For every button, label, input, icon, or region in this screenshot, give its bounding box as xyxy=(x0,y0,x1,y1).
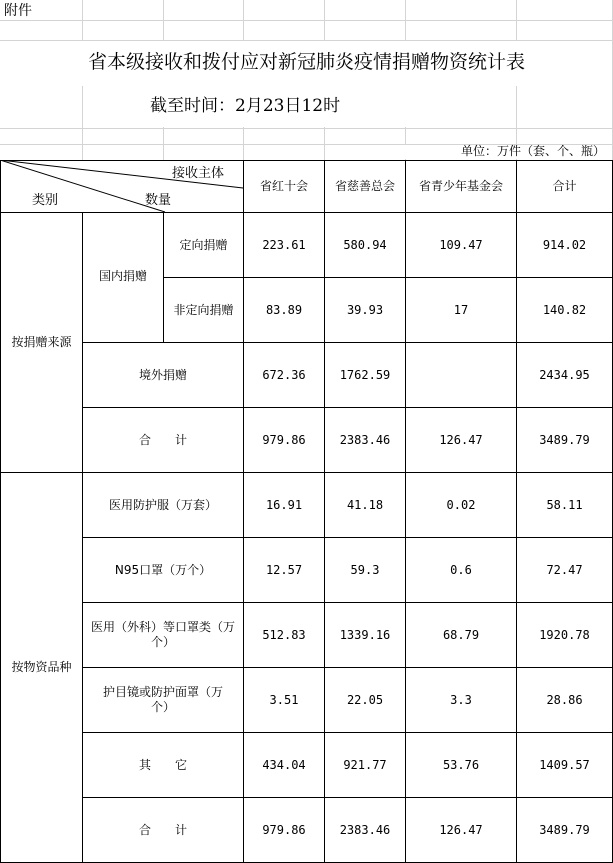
column-header-charity: 省慈善总会 xyxy=(334,179,395,193)
table-cell: 39.93 xyxy=(346,302,384,317)
table-cell: 3489.79 xyxy=(539,432,590,447)
row-label: 护目镜或防护面罩（万个） xyxy=(102,685,223,714)
table-cell: 979.86 xyxy=(262,822,306,837)
row-label: 其 它 xyxy=(138,757,187,772)
table-cell: 1920.78 xyxy=(539,627,590,642)
page-title: 省本级接收和拨付应对新冠肺炎疫情捐赠物资统计表 xyxy=(87,51,525,73)
table-cell: 2434.95 xyxy=(539,367,590,382)
table-cell: 1409.57 xyxy=(539,757,590,772)
table-cell: 3.51 xyxy=(269,692,299,707)
table-cell: 672.36 xyxy=(262,367,306,382)
table-cell: 16.91 xyxy=(265,497,303,512)
attachment-label: 附件 xyxy=(4,3,32,19)
table-cell: 72.47 xyxy=(546,562,583,577)
table-cell xyxy=(406,343,516,407)
group-label-material: 按物资品种 xyxy=(11,660,72,674)
header-quantity-label: 数量 xyxy=(145,193,172,208)
table-cell: 83.89 xyxy=(265,302,303,317)
unit-note: 单位：万件（套、个、瓶） xyxy=(460,144,605,158)
table-cell: 3.3 xyxy=(450,692,472,707)
table-cell: 0.6 xyxy=(450,562,472,577)
table-cell: 580.94 xyxy=(343,237,387,252)
table-cell: 58.11 xyxy=(546,497,583,512)
table-cell: 28.86 xyxy=(546,692,583,707)
table-cell: 126.47 xyxy=(439,432,483,447)
column-header-red-cross: 省红十会 xyxy=(259,179,308,193)
row-label: 境外捐赠 xyxy=(138,367,187,382)
table-cell: 914.02 xyxy=(542,237,587,252)
table-cell: 1339.16 xyxy=(339,627,391,642)
column-header-total: 合计 xyxy=(552,179,577,193)
row-label: 合 计 xyxy=(138,432,187,447)
row-label: 合 计 xyxy=(138,822,187,837)
table-cell: 22.05 xyxy=(346,692,384,707)
row-label: 定向捐赠 xyxy=(179,237,228,252)
table-cell: 921.77 xyxy=(343,757,387,772)
table-cell: 109.47 xyxy=(439,237,483,252)
column-header-youth-fund: 省青少年基金会 xyxy=(418,179,503,193)
row-label: 医用防护服（万套） xyxy=(108,497,217,512)
table-cell: 53.76 xyxy=(442,757,480,772)
row-label: 非定向捐赠 xyxy=(173,302,234,317)
table-cell: 2383.46 xyxy=(339,822,391,837)
row-label: 医用（外科）等口罩类（万个） xyxy=(90,620,235,649)
table-cell: 126.47 xyxy=(439,822,483,837)
table-cell: 140.82 xyxy=(542,302,587,317)
row-label: N95口罩（万个） xyxy=(114,562,212,577)
table-cell: 1762.59 xyxy=(339,367,391,382)
deadline-subtitle: 截至时间：2月23日12时 xyxy=(150,96,341,116)
table-cell: 12.57 xyxy=(265,562,303,577)
group-label-domestic: 国内捐赠 xyxy=(98,269,147,283)
header-category-label: 类别 xyxy=(32,193,59,208)
table-cell: 2383.46 xyxy=(339,432,391,447)
table-cell: 979.86 xyxy=(262,432,306,447)
table-cell: 512.83 xyxy=(262,627,306,642)
table-cell: 17 xyxy=(453,302,469,317)
table-cell: 3489.79 xyxy=(539,822,590,837)
table-cell: 223.61 xyxy=(262,237,306,252)
header-receiver-label: 接收主体 xyxy=(172,166,225,181)
group-label-source: 按捐赠来源 xyxy=(11,335,72,349)
table-cell: 59.3 xyxy=(350,562,380,577)
table-cell: 68.79 xyxy=(442,627,480,642)
table-cell: 41.18 xyxy=(346,497,384,512)
table-cell: 434.04 xyxy=(262,757,306,772)
table-cell: 0.02 xyxy=(446,497,476,512)
